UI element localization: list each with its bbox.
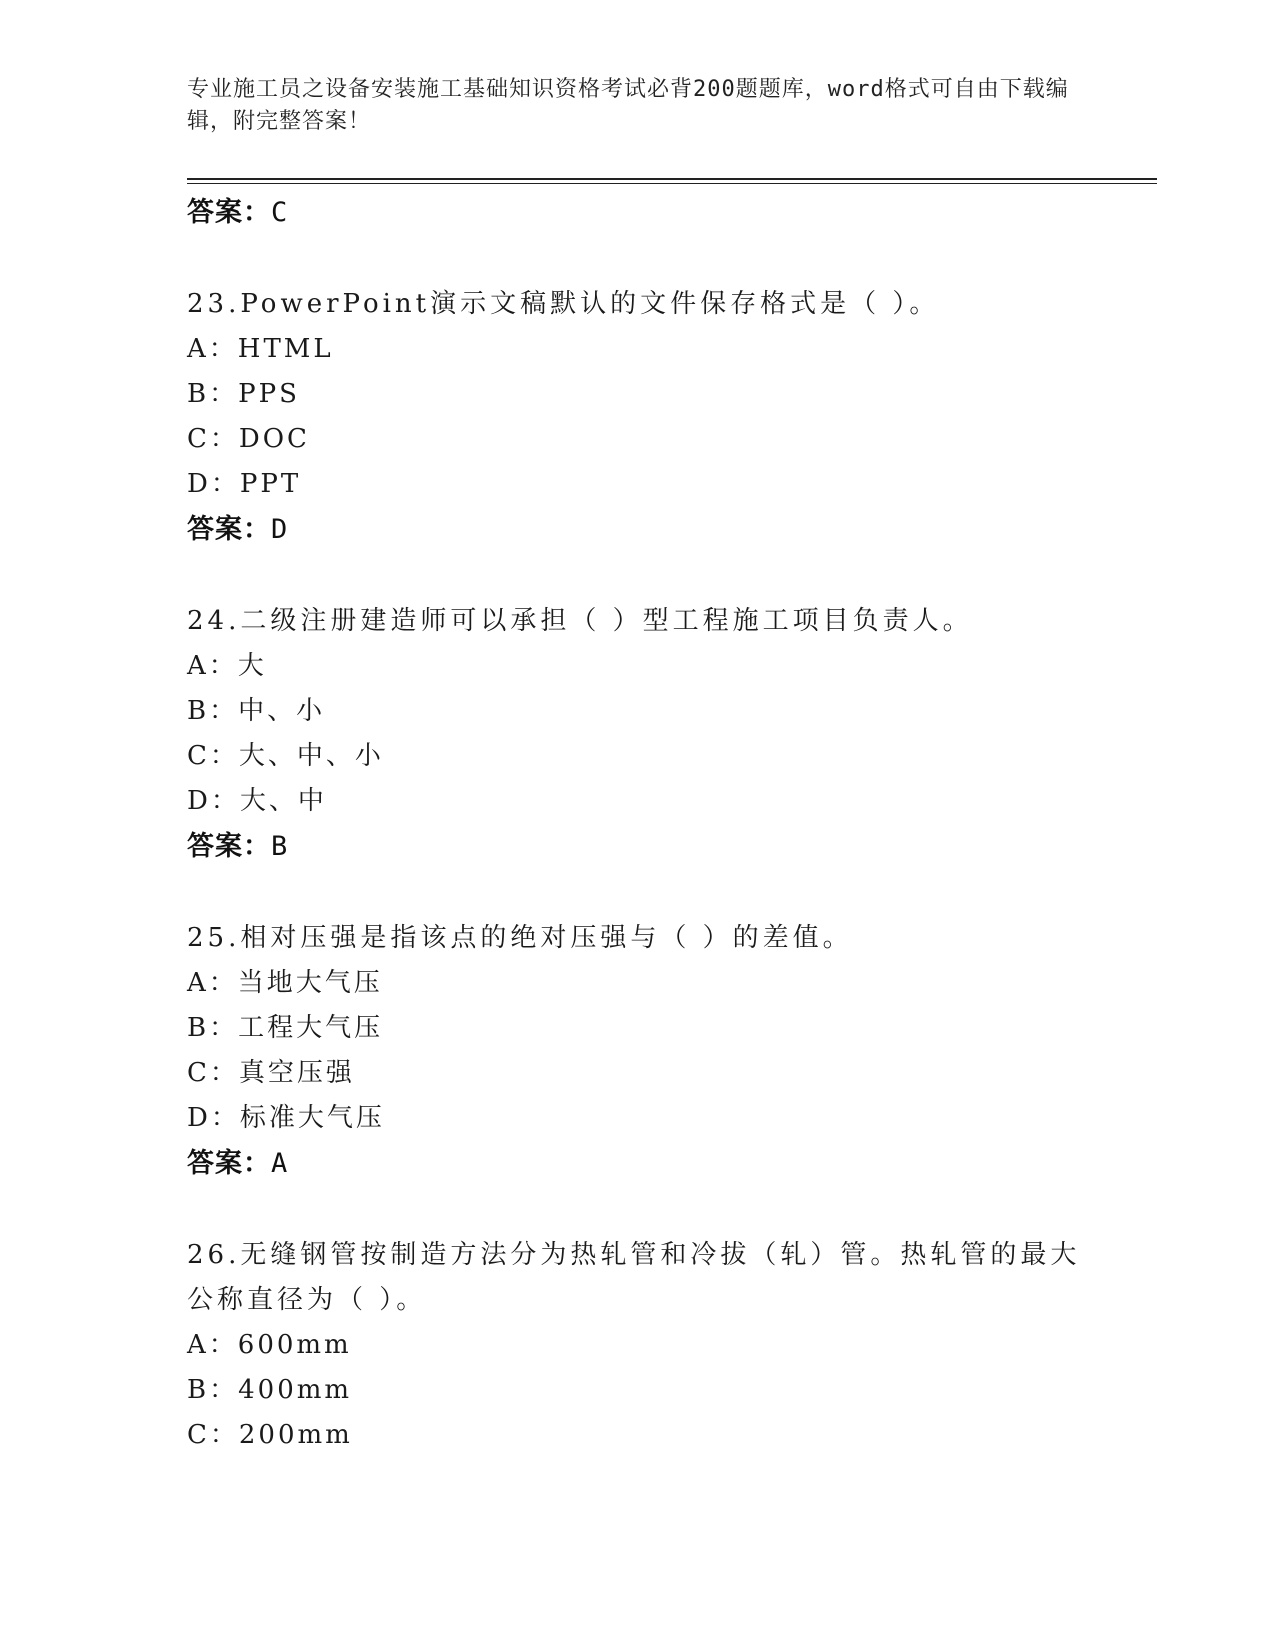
option-a: A：HTML [187,334,334,364]
spacer [187,236,1087,282]
spacer [187,870,1087,916]
spacer [187,1187,1087,1233]
answer-label: 答案： [187,197,271,228]
answer-value: B [271,831,289,862]
answer-label: 答案： [187,514,271,545]
question-stem: 25.相对压强是指该点的绝对压强与（ ）的差值。 [187,923,853,953]
question-stem: 26.无缝钢管按制造方法分为热轧管和冷拔（轧）管。热轧管的最大公称直径为（ ）。 [187,1240,1081,1315]
answer-label: 答案： [187,831,271,862]
question-answer [187,824,1087,870]
option-b: B：400mm [187,1375,353,1405]
option-a: A：大 [187,651,267,681]
option-c: C：真空压强 [187,1058,355,1088]
document-header: 专业施工员之设备安装施工基础知识资格考试必背200题题库，word格式可自由下载编辑，附完整答案！ [187,77,1069,134]
option-b: B：PPS [187,379,300,409]
option-c: C：200mm [187,1420,353,1450]
question-stem: 24.二级注册建造师可以承担（ ）型工程施工项目负责人。 [187,606,973,636]
question-23 [187,282,1087,553]
option-d: D：PPT [187,469,302,499]
header-divider-thin [187,183,1157,184]
previous-answer [187,190,1087,236]
answer-value: C [271,197,289,228]
question-answer [187,1141,1087,1187]
question-26 [187,1233,1087,1458]
option-b: B：中、小 [187,696,326,726]
spacer [187,553,1087,599]
option-a: A：600mm [187,1330,352,1360]
option-c: C：大、中、小 [187,741,384,771]
answer-label: 答案： [187,1148,271,1179]
question-stem: 23.PowerPoint演示文稿默认的文件保存格式是（ ）。 [187,289,940,319]
option-d: D：标准大气压 [187,1103,385,1133]
header-divider-thick [187,178,1157,180]
option-a: A：当地大气压 [187,968,383,998]
question-answer [187,507,1087,553]
option-c: C：DOC [187,424,310,454]
question-25 [187,916,1087,1187]
answer-value: A [271,1148,289,1179]
question-list [187,190,1087,1458]
answer-value: D [271,514,289,545]
question-24 [187,599,1087,870]
option-d: D：大、中 [187,786,327,816]
option-b: B：工程大气压 [187,1013,384,1043]
